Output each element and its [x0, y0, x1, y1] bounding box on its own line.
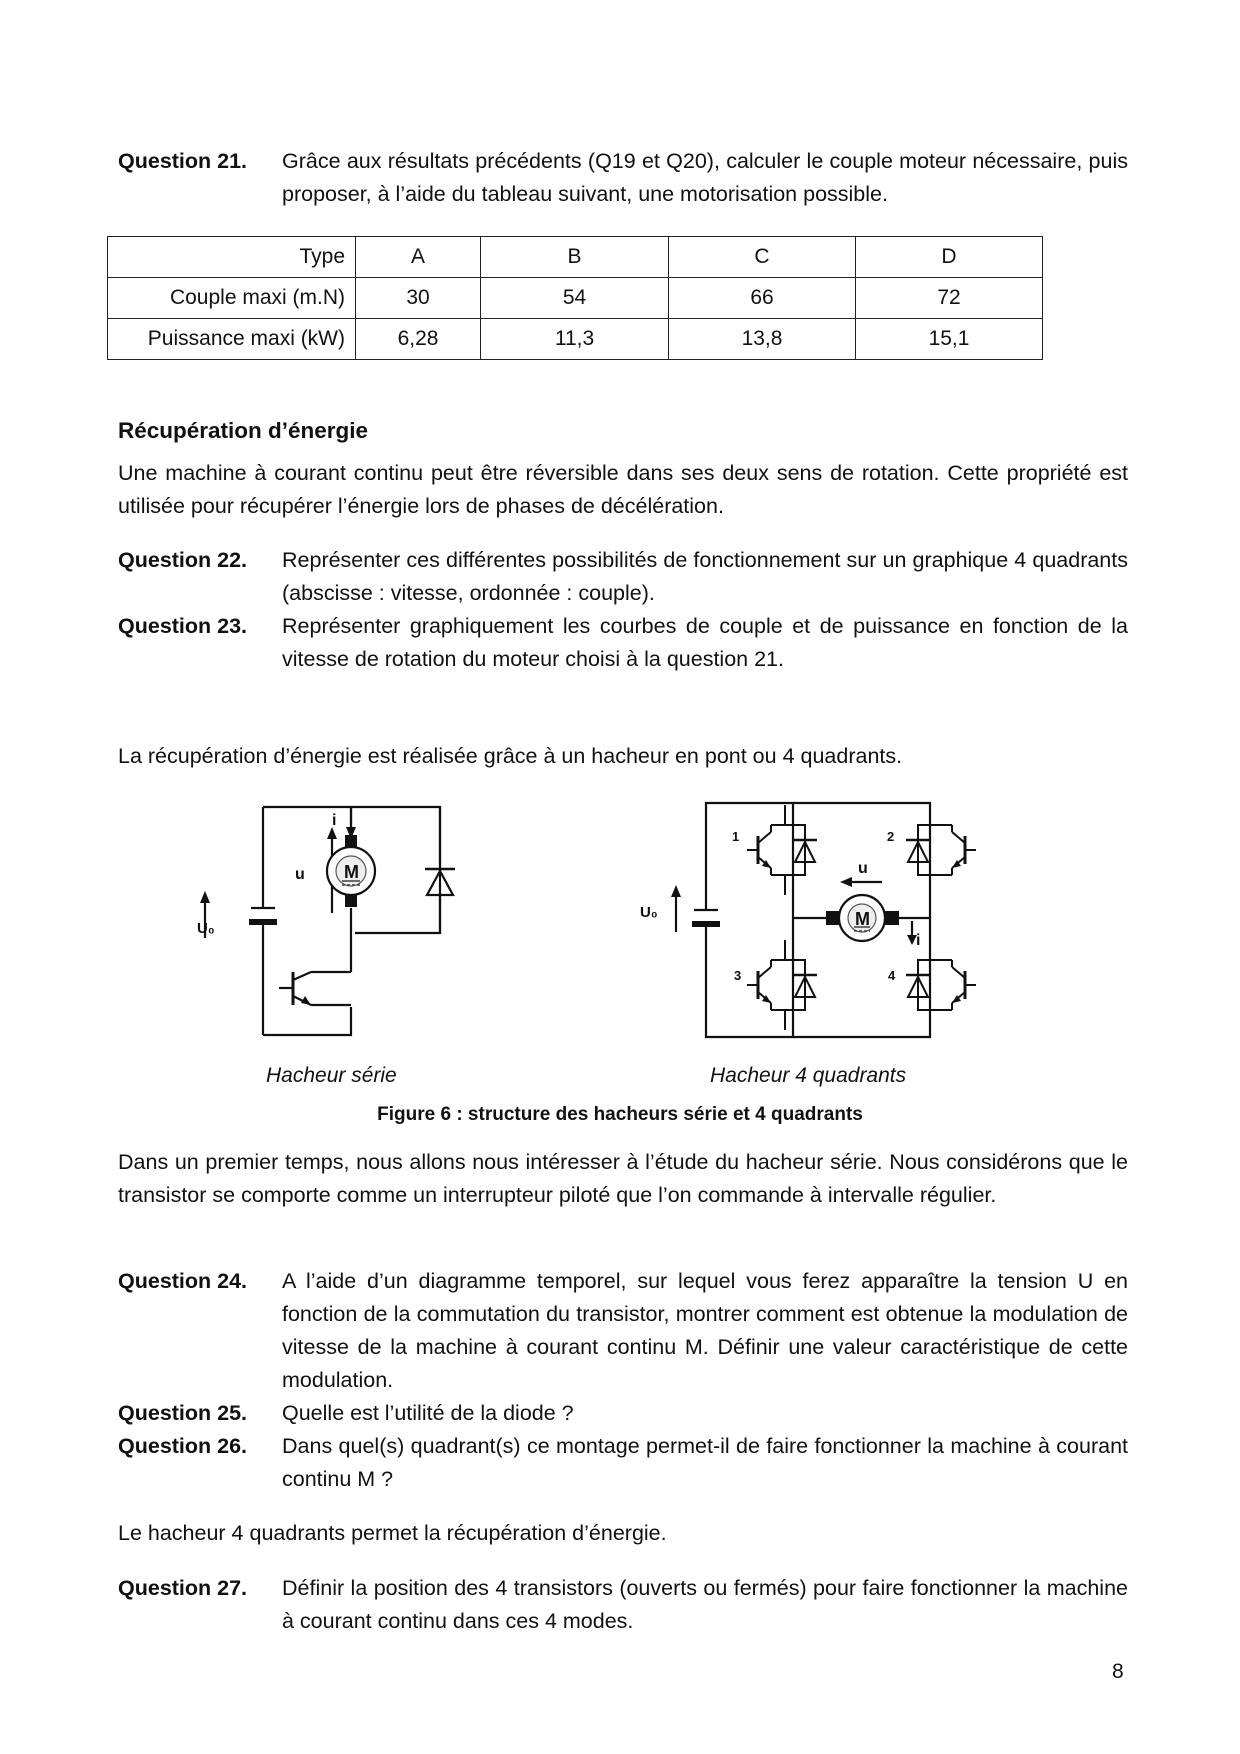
- u0-label: U₀: [640, 904, 658, 921]
- table-cell: 66: [669, 278, 856, 319]
- section-intro: Une machine à courant continu peut être réversible dans ses deux sens de rotation. Cette propriété est utilisée pour récupérer l’énergie lors de phases de décélération.: [118, 461, 1128, 518]
- hacheur-4-quadrants-caption: Hacheur 4 quadrants: [710, 1064, 907, 1087]
- table-cell: 15,1: [856, 319, 1043, 360]
- table-cell: Couple maxi (m.N): [108, 278, 356, 319]
- motor-label: M: [855, 909, 870, 929]
- motor-label: M: [344, 862, 359, 882]
- table-cell: 6,28: [356, 319, 481, 360]
- table-cell: 54: [481, 278, 669, 319]
- question-label: Question 25.: [118, 1401, 248, 1425]
- table-cell: A: [356, 237, 481, 278]
- switch-3: [747, 940, 817, 1030]
- u0-label: U₀: [197, 920, 215, 937]
- switch-3-label: 3: [734, 968, 742, 983]
- table-row: [108, 278, 1043, 319]
- switch-1: [747, 805, 817, 895]
- question-text: Représenter ces différentes possibilités de fonctionnement sur un graphique 4 quadrants (abscisse : vitesse, ordonnée : couple).: [282, 548, 1128, 605]
- question-26: [118, 1430, 1128, 1496]
- question-text: A l’aide d’un diagramme temporel, sur lequel vous ferez apparaître la tension U en fonction de la commutation du transistor, montrer comment est obtenue la modulation de vitesse de la machine à courant continu M. Définir une valeur caractéristique de cette modulation.: [282, 1269, 1128, 1392]
- switch-4-label: 4: [888, 968, 896, 983]
- recuperation-text: La récupération d’énergie est réalisée grâce à un hacheur en pont ou 4 quadrants.: [118, 744, 903, 768]
- table-cell: C: [669, 237, 856, 278]
- table-cell: 11,3: [481, 319, 669, 360]
- switch-2: [906, 825, 976, 875]
- question-label: Question 22.: [118, 548, 248, 572]
- table-cell: B: [481, 237, 669, 278]
- question-22: [118, 544, 1128, 610]
- question-24: [118, 1265, 1128, 1397]
- question-text: Quelle est l’utilité de la diode ?: [282, 1401, 574, 1425]
- table-cell: Type: [108, 237, 356, 278]
- question-text: Représenter graphiquement les courbes de couple et de puissance en fonction de la vitesse de rotation du moteur choisi à la question 21.: [282, 614, 1128, 671]
- figure-caption: Figure 6 : structure des hacheurs série et 4 quadrants: [377, 1104, 863, 1125]
- question-21: [118, 145, 1128, 211]
- question-27: [118, 1572, 1128, 1638]
- table-cell: 72: [856, 278, 1043, 319]
- i-label: i: [916, 932, 921, 949]
- table-header-row: [108, 237, 1043, 278]
- table-cell: 13,8: [669, 319, 856, 360]
- question-text: Définir la position des 4 transistors (ouverts ou fermés) pour faire fonctionner la machine à courant continu dans ces 4 modes.: [282, 1576, 1128, 1633]
- table-cell: Puissance maxi (kW): [108, 319, 356, 360]
- question-23: [118, 610, 1128, 676]
- switch-1-label: 1: [732, 829, 740, 844]
- question-label: Question 26.: [118, 1434, 248, 1458]
- hacheur-serie-diagram: [195, 795, 455, 1045]
- question-label: Question 23.: [118, 614, 248, 638]
- serie-intro: Dans un premier temps, nous allons nous intéresser à l’étude du hacheur série. Nous considérons que le transistor se comporte comme un interrupteur piloté que l’on commande à intervalle régulier.: [118, 1150, 1128, 1207]
- table-cell: 30: [356, 278, 481, 319]
- table-cell: D: [856, 237, 1043, 278]
- section-heading: Récupération d’énergie: [118, 418, 369, 443]
- question-25: [118, 1397, 1128, 1430]
- question-text: Grâce aux résultats précédents (Q19 et Q20), calculer le couple moteur nécessaire, puis proposer, à l’aide du tableau suivant, une motorisation possible.: [282, 149, 1128, 206]
- table-row: [108, 319, 1043, 360]
- hacheur-4-quadrants-diagram: [640, 795, 980, 1045]
- question-text: Dans quel(s) quadrant(s) ce montage permet-il de faire fonctionner la machine à courant continu M ?: [282, 1434, 1128, 1491]
- question-label: Question 21.: [118, 149, 248, 173]
- switch-4: [906, 960, 976, 1010]
- page-number: 8: [1112, 1660, 1124, 1683]
- question-label: Question 27.: [118, 1576, 248, 1600]
- motor-table: [107, 236, 1043, 360]
- question-label: Question 24.: [118, 1269, 248, 1293]
- i-label: i: [332, 812, 337, 829]
- quadrants-text: Le hacheur 4 quadrants permet la récupération d’énergie.: [118, 1521, 667, 1545]
- switch-2-label: 2: [887, 829, 895, 844]
- u-label: u: [295, 866, 305, 883]
- hacheur-serie-caption: Hacheur série: [266, 1064, 397, 1087]
- u-label: u: [858, 860, 868, 877]
